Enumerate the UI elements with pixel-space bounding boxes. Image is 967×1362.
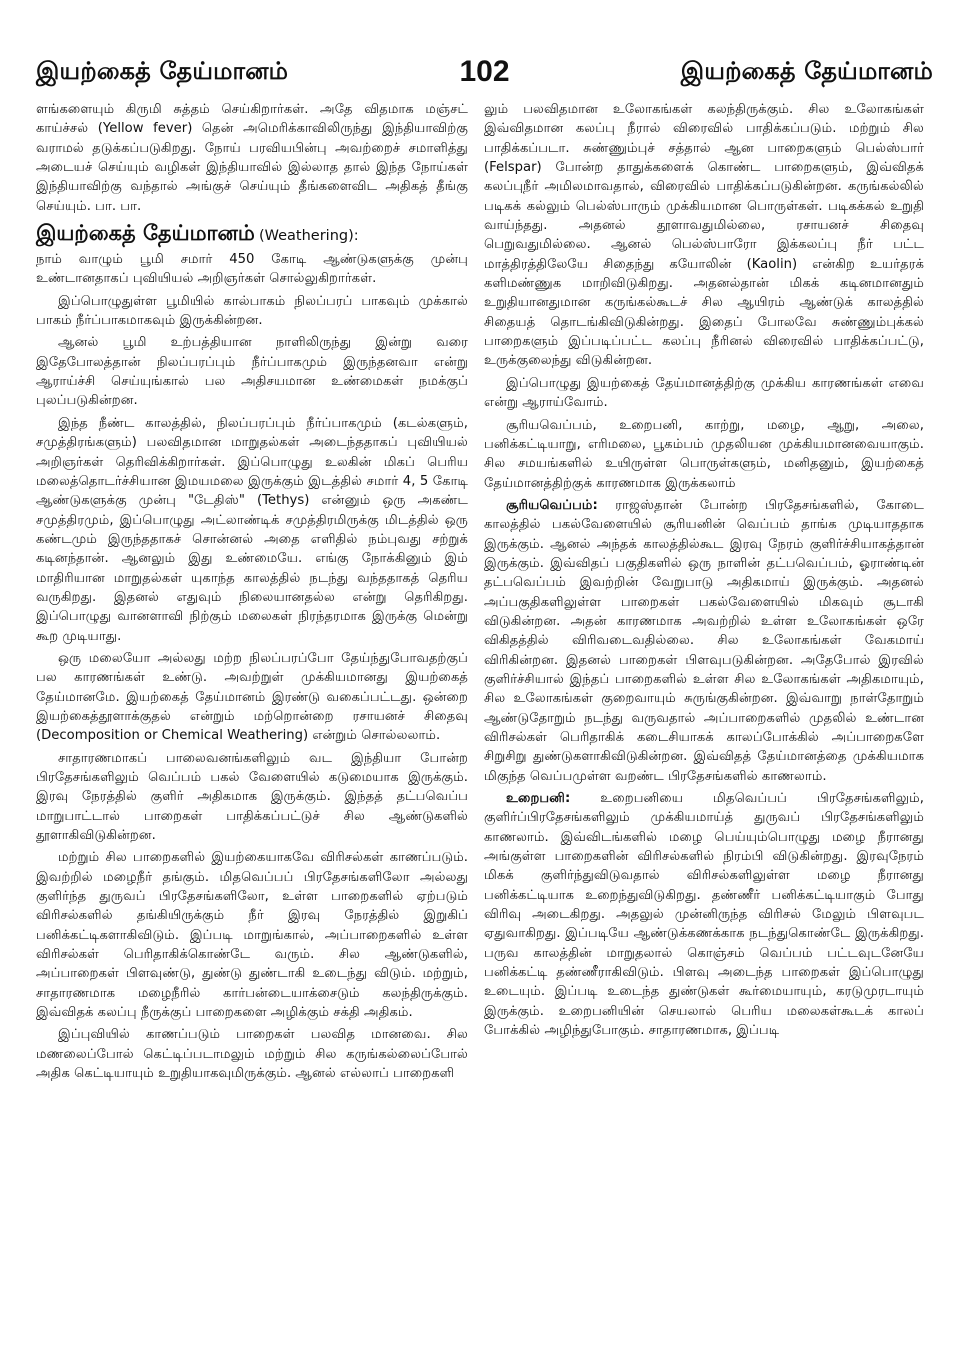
intro-paragraph: ளங்களையும் கிருமி சுத்தம் செய்கிறார்கள். அதே விதமாக மஞ்சட் காய்ச்சல் (Yellow fever) தென் அமெரிக்காவிலிருந்து இந்தியாவிற்கு வராமல் தடுக்கப்படுகிறது. நோய் பரவியபின்பு அவற்றைச் சமாளித்து அடையச் செய்யும் வழிகள் இந்தியாவில் இல்லாத தால் இந்த நோய்கள் இந்தியாவிற்கு வந்தால் அங்குச் செய்யும் தீங்களைவிட அதிகத் தீங்கு செய்யும். பா. பா. — [36, 102, 468, 214]
section-title: இயற்கைத் தேய்மானம் — [36, 221, 255, 246]
section-title-english: (Weathering): — [258, 228, 359, 245]
right-column — [484, 100, 924, 1044]
paragraph: ஆனல் பூமி உற்பத்தியான நாளிலிருந்து இன்று வரை இதேபோலத்தான் நிலப்பரப்பும் நீர்ப்பாகமும் இருந்தனவா என்று ஆராய்ச்சி செய்யுங்கால் பல அதிசயமான உண்மைகள் நமக்குப் புலப்படுகின்றன. — [36, 335, 468, 409]
subheading-frost: உறைபனி: — [506, 791, 571, 807]
paragraph: இப்பொழுது இயற்கைத் தேய்மானத்திற்கு முக்கிய காரணங்கள் எவை என்று ஆராய்வோம். — [484, 375, 924, 411]
running-title-left: இயற்கைத் தேய்மானம் — [36, 56, 289, 85]
paragraph — [484, 789, 924, 1040]
paragraph — [484, 496, 924, 786]
section-heading — [36, 220, 468, 250]
paragraph: ஒரு மலையோ அல்லது மற்ற நிலப்பரப்போ தேய்ந்துபோவதற்குப் பல காரணங்கள் உண்டு. அவற்றுள் முக்கியமானது இயற்கைத் தேய்மானமே. இயற்கைத் தேய்மானம் இரண்டு வகைப்பட்டது. ஒன்றை இயற்கைத்தூளாக்குதல் என்றும் மற்றொன்றை ரசாயனச் சிதைவு (Decomposition or Chemical Weathering) என்றும் சொல்லலாம். — [36, 650, 468, 744]
running-title-right: இயற்கைத் தேய்மானம் — [680, 56, 933, 85]
paragraph-text: ராஜஸ்தான் போன்ற பிரதேசங்களில், கோடை காலத்தில் பகல்வேளையில் சூரியனின் வெப்பம் தாங்க முடியாததாக இருக்கும். ஆனல் அந்தக் காலத்தில்கூட இரவு நேரம் குளிர்ச்சியாகத்தான் இருக்கும். இவ்விதப் பகுதிகளில் ஒரு நாளின் தட்பவெப்பம், ஓராண்டின் தட்பவெப்பம் இவற்றின் வேறுபாடு அதிகமாய் இருக்கும். அதனல் அப்பகுதிகளிலுள்ள பாறைகள் பகல்வேளையில் மிகவும் சூடாகி விடுகின்றன. அதன் காரணமாக அவற்றில் உள்ள உலோகங்கள் ஒரே விகிதத்தில் விரிவடைவதில்லை. சில உலோகங்கள் வேகமாய் விரிகின்றன. இதனல் பாறைகள் பிளவுபடுகின்றன. அதேபோல் இரவில் குளிர்ச்சியால் இந்தப் பாறைகளில் உள்ள சில உலோகங்கள் அதிகமாயும், சில உலோகங்கள் குறைவாயும் சுருங்குகின்றன. இவ்வாறு நாள்தோறும் ஆண்டுதோறும் நடந்து வருவதால் அப்பாறைகளில் முதலில் உண்டான விரிசல்கள் பெரிதாகிக் கடைசியாகக் காலப்போக்கில் அப்பாறைகளே சிறுசிறு துண்டுகளாகிவிடுகின்றன. இவ்விதத் தேய்மானத்தை முக்கியமாக மிகுந்த வெப்பமுள்ள வறண்ட பிரதேசங்களில் காணலாம். — [484, 497, 924, 784]
paragraph: மற்றும் சில பாறைகளில் இயற்கையாகவே விரிசல்கள் காணப்படும். இவற்றில் மழைநீர் தங்கும். மிதவெப்பப் பிரதேசங்களிலோ அல்லது குளிர்ந்த துருவப் பிரதேசங்களிலோ, உள்ள பாறைகளில் ஏற்படும் விரிசல்களில் தங்கியிருக்கும் நீர் இரவு நேரத்தில் இறுகிப் பனிக்கட்டிகளாகிவிடும். இப்படி மாறுங்கால், அப்பாறைகளில் உள்ள விரிசல்கள் பெரிதாகிக்கொண்டே வரும். சில ஆண்டுகளில், அப்பாறைகள் பிளவுண்டு, துண்டு துண்டாகி உடைந்து விடும். மற்றும், சாதாரணமாக மழைநீரில் கார்பன்டையாக்சைடும் கலந்திருக்கும். இவ்விதக் கலப்பு நீருக்குப் பாறைகளை அழிக்கும் சக்தி அதிகம். — [36, 850, 468, 1021]
paragraph: சூரியவெப்பம், உறைபனி, காற்று, மழை, ஆறு, அலை, பனிக்கட்டியாறு, எரிமலை, பூகம்பம் முதலியன முக்கியமானவையாகும். சில சமயங்களில் உயிருள்ள பொருள்களும், மனிதனும், இயற்கைத் தேய்மானத்திற்குக் காரணமாக இருக்கலாம் — [484, 417, 924, 491]
page-header — [36, 52, 933, 92]
paragraph: இந்த நீண்ட காலத்தில், நிலப்பரப்பும் நீர்ப்பாகமும் (கடல்களும், சமுத்திரங்களும்) பலவிதமான மாறுதல்கள் அடைந்ததாகப் புவியியல் அறிஞர்கள் தெரிவிக்கிறார்கள். இப்பொழுது உலகின் மிகப் பெரிய மலைத்தொடர்ச்சியான இமயமலை இருக்கும் இடத்தில் சமார் 4, 5 கோடி ஆண்டுகளுக்கு முன்பு "டேதிஸ்" (Tethys) என்னும் ஒரு அகண்ட சமுத்திரமும், இப்பொழுது அட்லாண்டிக் சமுத்திரமிருக்கு மிடத்தில் ஒரு கண்டமும் இருந்ததாகச் சொன்னல் அதை எளிதில் நம்புவது சற்றுக் கடினந்தான். ஆனலும் இது உண்மையே. எங்கு நோக்கினும் இம் மாதிரியான மாறுதல்கள் யுகாந்த காலத்தில் நடந்து வந்ததாகத் தெரிய வருகிறது. இதனல் எதுவும் நிலையானதல்ல என்று தெரிகிறது. இப்பொழுது வானளாவி நிற்கும் மலைகள் நிரந்தரமாக இருக்கு மென்று கூற முடியாது. — [36, 415, 468, 644]
subheading-sunheat: சூரியவெப்பம்: — [506, 497, 598, 513]
paragraph: லும் பலவிதமான உலோகங்கள் கலந்திருக்கும். சில உலோகங்கள் இவ்விதமான கலப்பு நீரால் விரைவில் பாதிக்கப்படும். மற்றும் சில பாதிக்கப்படா. சுண்ணும்புச் சத்தால் ஆன பாறைகளும் பெல்ஸ்பார் (Felspar) போன்ற தாதுக்களைக் கொண்ட பாறைகளும், இவ்விதக் கலப்புநீர் அமிலமாவதால், விரைவில் பாதிக்கப்படுகின்றன. கருங்கல்லில் படிகக் கல்லும் பெல்ஸ்பாரும் முக்கியமான பொருள்கள். படிகக்கல் உறுதி வாய்ந்தது. அதனல் தூளாவதுமில்லை, ரசாயனச் சிதைவு பெறுவதுமில்லை. ஆனல் பெல்ஸ்பாரோ இக்கலப்பு நீர் பட்ட மாத்திரத்திலேயே சிதைந்து கயோலின் (Kaolin) என்கிற உயர்தரக் களிமண்ணுக மாறிவிடுகிறது. அதனல்தான் மிகக் கடினமானதும் உறுதியானதுமான கருங்கல்கூடச் சில ஆயிரம் ஆண்டுக் காலத்தில் சிதையத் தொடங்கிவிடுகின்றது. இதைப் போலவே சுண்ணும்புக்கல் பாறைகளும் இப்படிப்பட்ட கலப்பு நீரினல் விரைவில் பாதிக்கப்பட்டு, உருக்குலைந்து விடுகின்றன. — [484, 102, 924, 369]
paragraph: இப்புவியில் காணப்படும் பாறைகள் பலவித மானவை. சில மணலைப்போல் கெட்டிப்படாமலும் மற்றும் சில கருங்கல்லைப்போல் அதிக கெட்டியாயும் உறுதியாகவுமிருக்கும். ஆனல் எல்லாப் பாறைகளி — [36, 1027, 468, 1082]
left-column — [36, 100, 468, 1087]
paragraph: சாதாரணமாகப் பாலைவனங்களிலும் வட இந்தியா போன்ற பிரதேசங்களிலும் வெப்பம் பகல் வேளையில் கடுமையாக இருக்கும். இரவு நேரத்தில் குளிர் அதிகமாக இருக்கும். இந்தத் தட்பவெப்ப மாறுபாட்டால் பாறைகள் பாதிக்கப்பட்டுச் சில ஆண்டுகளில் தூளாகிவிடுகின்றன. — [36, 750, 468, 844]
paragraph: நாம் வாழும் பூமி சமார் 450 கோடி ஆண்டுகளுக்கு முன்பு உண்டானதாகப் புவியியல் அறிஞர்கள் சொல்லுகிறார்கள். — [36, 252, 468, 287]
page-number: 102 — [459, 55, 510, 88]
paragraph: இப்பொழுதுள்ள பூமியில் கால்பாகம் நிலப்பரப் பாகவும் முக்கால் பாகம் நீர்ப்பாகமாகவும் இருக்கின்றன. — [36, 293, 468, 329]
paragraph-text: உறைபனியை மிதவெப்பப் பிரதேசங்களிலும், குளிர்ப்பிரதேசங்களிலும் முக்கியமாய்த் துருவப் பிரதேசங்களிலும் காணலாம். இவ்விடங்களில் மழை பெய்யும்பொழுது மழை நீரானது அங்குள்ள பாறைகளின் விரிசல்களில் நிரம்பி விடுகின்றது. இரவுநேரம் மிகக் குளிர்ந்துவிடுவதால் விரிசல்களிலுள்ள மழை நீரானது பனிக்கட்டியாக உறைந்துவிடுகிறது. தண்ணீர் பனிக்கட்டியாகும் போது விரிவு அடைகிறது. அதலுல் முன்னிருந்த விரிசல் மேலும் பிளவுபட ஏதுவாகிறது. இப்படியே ஆண்டுக்கணக்காக நடந்துகொண்டே இருக்கிறது. பருவ காலத்தின் மாறுதலால் கொஞ்சம் வெப்பம் பட்டவுடனேயே பனிக்கட்டி தண்ணீராகிவிடும். பிளவு அடைந்த பாறைகள் இப்பொழுது உடையும். இப்படி உடைந்த துண்டுகள் கூர்மையாயும், கரடுமுரடாயும் இருக்கும். உறைபனியின் செயலால் பெரிய மலைகள்கூடக் காலப் போக்கில் அழிந்துபோகும். சாதாரணமாக, இப்படி — [484, 791, 924, 1039]
